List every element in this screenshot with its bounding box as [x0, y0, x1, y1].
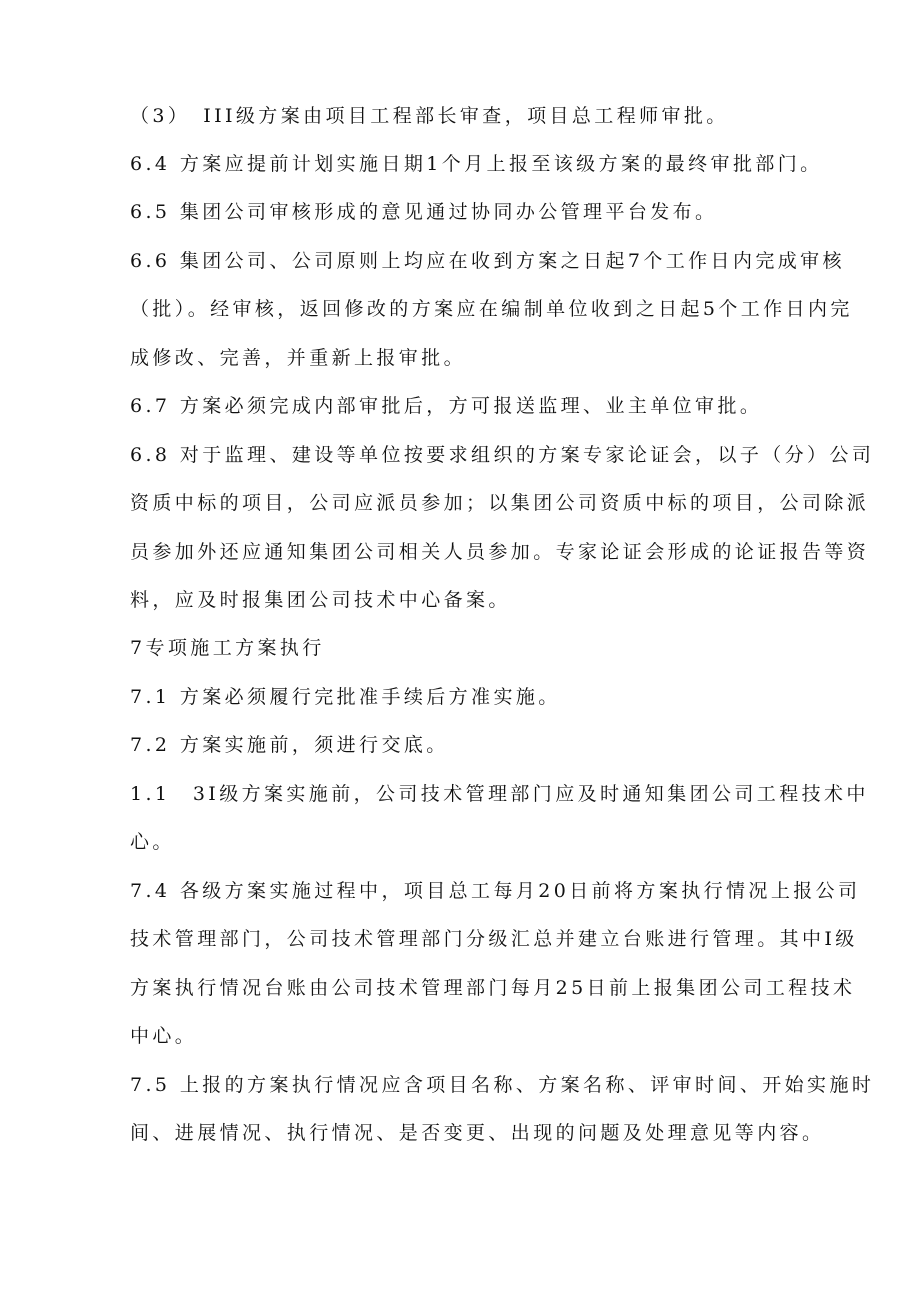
text-line-6: 成修改、完善，并重新上报审批。 — [130, 347, 467, 369]
text-line-8: 6.8 对于监理、建设等单位按要求组织的方案专家论证会，以子（分）公司 — [130, 444, 875, 466]
text-line-5: （批）。经审核，返回修改的方案应在编制单位收到之日起5个工作日内完 — [130, 298, 853, 320]
text-line-1: （3） III级方案由项目工程部长审查，项目总工程师审批。 — [130, 105, 729, 127]
section-heading-7: 7专项施工方案执行 — [130, 637, 325, 659]
text-line-16: 心。 — [130, 831, 175, 853]
text-line-19: 方案执行情况台账由公司技术管理部门每月25日前上报集团公司工程技术 — [130, 977, 856, 999]
text-line-11: 料，应及时报集团公司技术中心备案。 — [130, 589, 511, 611]
text-line-21: 7.5 上报的方案执行情况应含项目名称、方案名称、评审时间、开始实施时 — [130, 1074, 875, 1096]
text-line-9: 资质中标的项目，公司应派员参加；以集团公司资质中标的项目，公司除派 — [130, 492, 870, 514]
text-line-17: 7.4 各级方案实施过程中，项目总工每月20日前将方案执行情况上报公司 — [130, 880, 861, 902]
text-line-10: 员参加外还应通知集团公司相关人员参加。专家论证会形成的论证报告等资 — [130, 541, 870, 563]
text-line-18: 技术管理部门，公司技术管理部门分级汇总并建立台账进行管理。其中I级 — [130, 928, 858, 950]
text-line-15: 1.1 3I级方案实施前，公司技术管理部门应及时通知集团公司工程技术中 — [130, 783, 869, 805]
text-line-3: 6.5 集团公司审核形成的意见通过协同办公管理平台发布。 — [130, 201, 718, 223]
text-line-2: 6.4 方案应提前计划实施日期1个月上报至该级方案的最终审批部门。 — [130, 153, 823, 175]
text-line-4: 6.6 集团公司、公司原则上均应在收到方案之日起7个工作日内完成审核 — [130, 250, 845, 272]
text-line-22: 间、进展情况、执行情况、是否变更、出现的问题及处理意见等内容。 — [130, 1122, 825, 1144]
text-line-13: 7.1 方案必须履行完批准手续后方准实施。 — [130, 686, 561, 708]
text-line-20: 中心。 — [130, 1025, 198, 1047]
text-line-14: 7.2 方案实施前，须进行交底。 — [130, 734, 449, 756]
text-line-7: 6.7 方案必须完成内部审批后，方可报送监理、业主单位审批。 — [130, 395, 763, 417]
